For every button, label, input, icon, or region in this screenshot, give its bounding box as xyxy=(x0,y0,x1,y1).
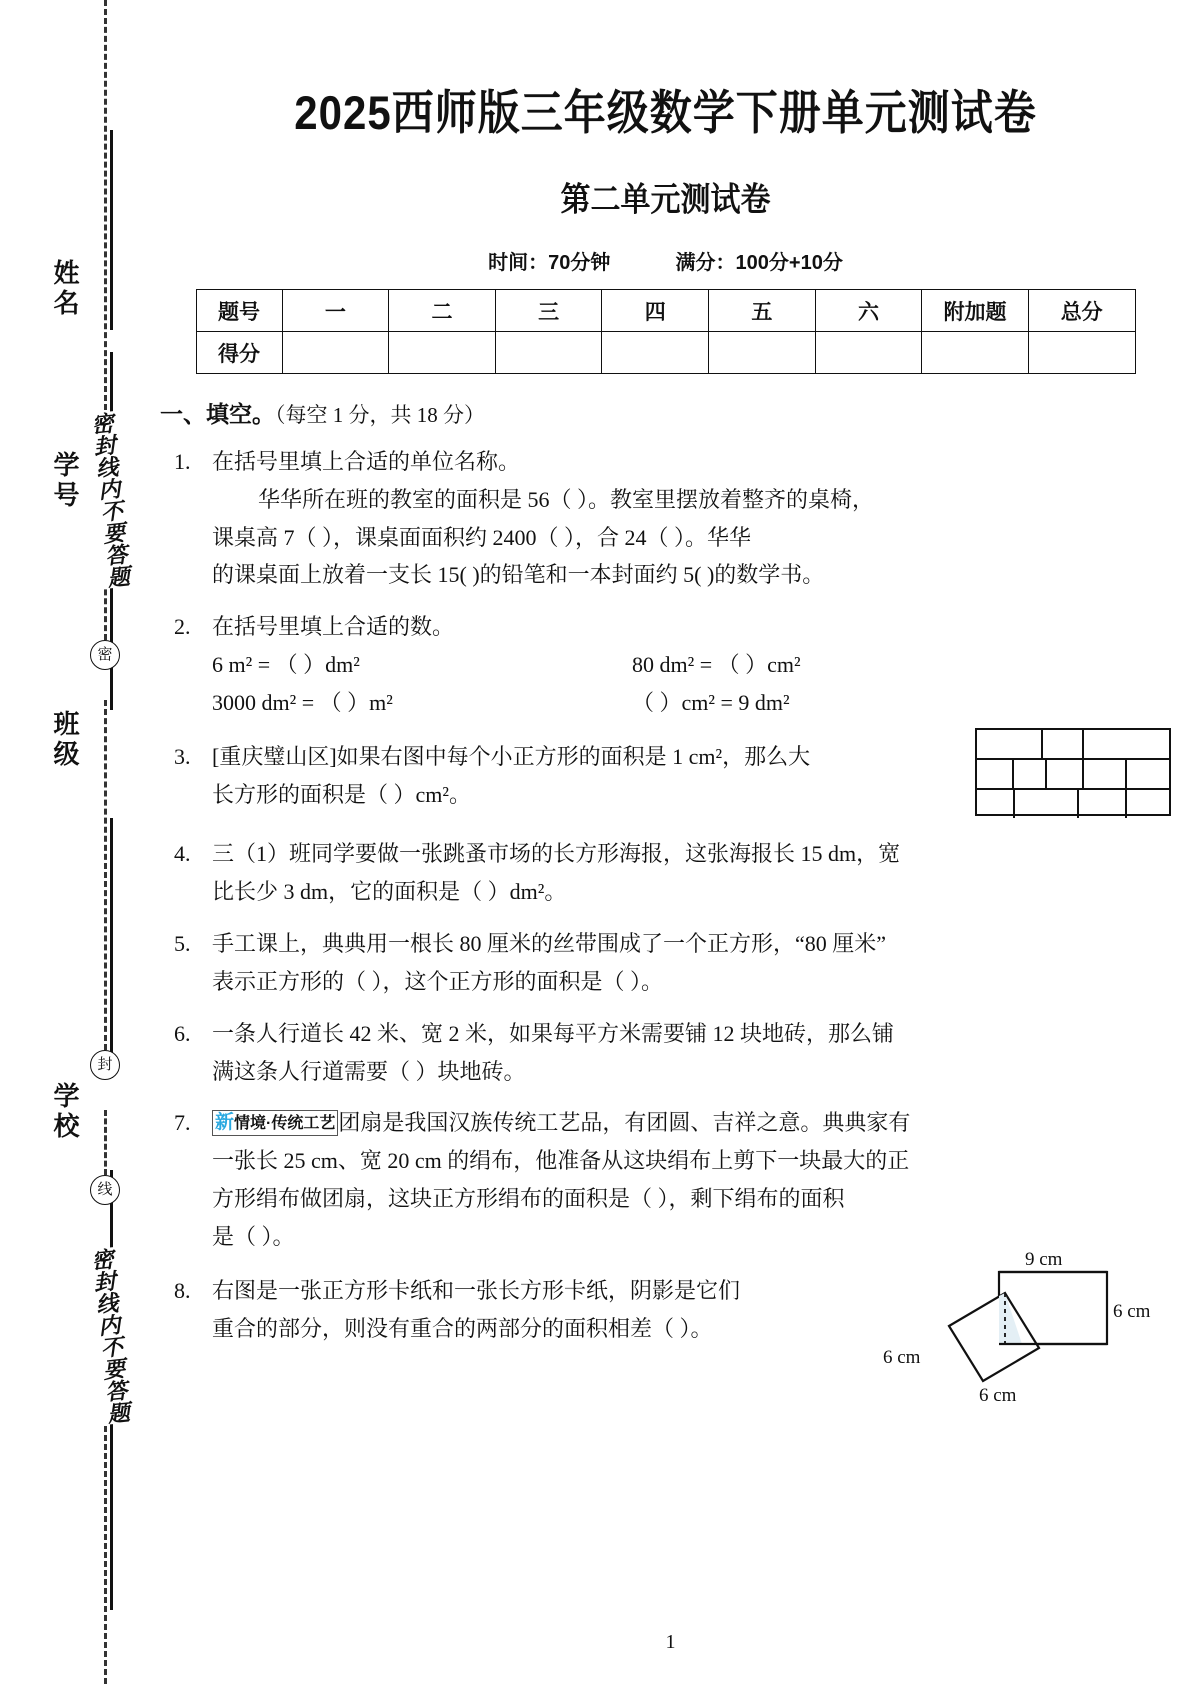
question-2-row-1 xyxy=(212,646,1171,684)
time-label: 时间：70分钟 xyxy=(488,252,611,274)
score-cell-6[interactable] xyxy=(922,332,1029,374)
grid-vline-r2-4 xyxy=(1125,758,1127,788)
score-cell-4[interactable] xyxy=(709,332,816,374)
question-8 xyxy=(160,1248,1171,1406)
section-heading xyxy=(160,396,1171,429)
section-heading-label: 一、填空。 xyxy=(160,402,275,427)
fig-label-square-bottom: 6 cm xyxy=(979,1384,1017,1406)
page-number: 1 xyxy=(665,1631,676,1653)
page-subtitle: 第二单元测试卷 xyxy=(560,181,771,218)
exam-sidebar xyxy=(0,0,150,1684)
grid-vline-r2-2 xyxy=(1045,758,1047,788)
score-table-row-label-0: 题号 xyxy=(196,290,282,332)
score-table-row-label-1: 得分 xyxy=(196,332,282,374)
score-cell-3[interactable] xyxy=(602,332,709,374)
question-5-line-1: 手工课上，典典用一根长 80 厘米的丝带围成了一个正方形，“80 厘米” xyxy=(212,931,887,957)
grid-vline-r1-1 xyxy=(1041,730,1043,758)
fig-label-rect-right: 6 cm xyxy=(1113,1300,1151,1322)
question-3 xyxy=(160,738,1171,814)
question-2-stem: 在括号里填上合适的数。 xyxy=(212,614,455,640)
grid-hline-1 xyxy=(977,758,1169,760)
total-score-label: 满分：100分+10分 xyxy=(675,252,843,274)
grid-vline-r1-2 xyxy=(1082,730,1084,758)
question-6 xyxy=(160,1015,1171,1091)
grid-vline-r3-2 xyxy=(1077,788,1079,818)
question-2-eq-1-right: 80 dm² = （ ）cm² xyxy=(632,652,801,678)
fig-label-rect-top: 9 cm xyxy=(1025,1248,1063,1270)
question-7-text-1: 团扇是我国汉族传统工艺品，有团圆、吉祥之意。典典家有 xyxy=(338,1110,911,1136)
sidebar-field-class: 班级 xyxy=(46,706,83,774)
question-3-grid-figure xyxy=(975,728,1171,816)
fig-label-square-left: 6 cm xyxy=(883,1346,921,1368)
sidebar-field-school: 学校 xyxy=(46,1078,83,1146)
sidebar-field-name: 姓名 xyxy=(46,255,83,323)
question-1-line-1: 华华所在班的教室的面积是 56（ ）。教室里摆放着整齐的桌椅， xyxy=(258,486,875,512)
question-3-line-1: [重庆璧山区]如果右图中每个小正方形的面积是 1 cm²，那么大 xyxy=(212,743,811,769)
seal-dash-1 xyxy=(104,0,107,410)
seal-mark-feng: 封 xyxy=(90,1050,120,1080)
grid-vline-r2-1 xyxy=(1012,758,1014,788)
seal-mark-xian: 线 xyxy=(90,1175,120,1205)
question-3-number: 3. xyxy=(174,743,191,769)
score-cell-7[interactable] xyxy=(1028,332,1135,374)
question-7-line-2: 一张长 25 cm、宽 20 cm 的绢布，他准备从这块绢布上剪下一块最大的正 xyxy=(212,1148,910,1174)
score-cell-0[interactable] xyxy=(282,332,389,374)
question-8-number: 8. xyxy=(174,1277,191,1303)
score-table-col-5: 六 xyxy=(815,290,922,332)
page-title: 2025西师版三年级数学下册单元测试卷 xyxy=(294,86,1037,140)
score-table-col-6: 附加题 xyxy=(922,290,1029,332)
question-4-number: 4. xyxy=(174,841,191,867)
section-points: （每空 1 分，共 18 分） xyxy=(275,403,485,427)
question-1-line-3: 的课桌面上放着一支长 15( )的铅笔和一本封面约 5( )的数学书。 xyxy=(212,562,825,588)
question-7-line-4: 是（ ）。 xyxy=(212,1223,295,1249)
question-3-line-2: 长方形的面积是（ ）cm²。 xyxy=(212,781,471,807)
seal-dash-4 xyxy=(104,1110,107,1175)
grid-hline-2 xyxy=(977,788,1169,790)
question-7 xyxy=(160,1104,1171,1255)
score-cell-5[interactable] xyxy=(815,332,922,374)
grid-vline-r3-1 xyxy=(1013,788,1015,818)
sidebar-field-student-no: 学号 xyxy=(46,447,83,515)
score-cell-2[interactable] xyxy=(495,332,602,374)
question-4-line-1: 三（1）班同学要做一张跳蚤市场的长方形海报，这张海报长 15 dm，宽 xyxy=(212,841,901,867)
grid-rectangle xyxy=(975,728,1171,816)
score-table-col-3: 四 xyxy=(602,290,709,332)
exam-body xyxy=(150,0,1191,1684)
question-6-line-1: 一条人行道长 42 米、宽 2 米，如果每平方米需要铺 12 块地砖，那么铺 xyxy=(212,1020,895,1046)
question-1-number: 1. xyxy=(174,449,191,474)
seal-cursive-1: 密封线内不要答题 xyxy=(85,411,134,589)
question-4-line-2: 比长少 3 dm，它的面积是（ ）dm²。 xyxy=(212,879,567,905)
table-row-header xyxy=(196,290,1135,332)
sidebar-rule-4 xyxy=(110,818,113,1078)
question-2-number: 2. xyxy=(174,614,191,640)
score-table-col-7: 总分 xyxy=(1028,290,1135,332)
seal-dash-3 xyxy=(104,700,107,1050)
question-6-line-2: 满这条人行道需要（ ）块地砖。 xyxy=(212,1058,526,1084)
badge-rest-text: 情境·传统工艺 xyxy=(234,1115,336,1133)
grid-vline-r3-3 xyxy=(1125,788,1127,818)
question-7-number: 7. xyxy=(174,1110,191,1136)
question-2-eq-2-right: （ ）cm² = 9 dm² xyxy=(632,689,790,715)
question-8-figure xyxy=(883,1238,1151,1406)
score-table-col-2: 三 xyxy=(495,290,602,332)
question-7-line-1 xyxy=(212,1104,1171,1142)
question-5 xyxy=(160,925,1171,1001)
new-context-badge xyxy=(212,1110,338,1136)
score-cell-1[interactable] xyxy=(389,332,496,374)
question-8-line-2: 重合的部分，则没有重合的两部分的面积相差（ ）。 xyxy=(212,1315,713,1341)
question-2-eq-1-left: 6 m² = （ ）dm² xyxy=(212,652,360,678)
question-2-eq-2-left: 3000 dm² = （ ）m² xyxy=(212,689,393,715)
question-2 xyxy=(160,608,1171,721)
question-7-line-3: 方形绢布做团扇，这块正方形绢布的面积是（ ），剩下绢布的面积 xyxy=(212,1186,845,1212)
question-4 xyxy=(160,835,1171,911)
exam-meta xyxy=(160,246,1171,275)
question-5-line-2: 表示正方形的（ ），这个正方形的面积是（ ）。 xyxy=(212,968,664,994)
table-row-scores xyxy=(196,332,1135,374)
question-5-number: 5. xyxy=(174,931,191,957)
score-table-col-1: 二 xyxy=(389,290,496,332)
question-8-line-1: 右图是一张正方形卡纸和一张长方形卡纸，阴影是它们 xyxy=(212,1277,741,1303)
seal-mark-mi: 密 xyxy=(90,640,120,670)
question-2-row-2 xyxy=(212,684,1171,722)
question-1-line-2: 课桌高 7（ ），课桌面面积约 2400（ ），合 24（ ）。华华 xyxy=(212,524,752,550)
grid-vline-r2-3 xyxy=(1082,758,1084,788)
badge-highlight-char: 新 xyxy=(215,1112,235,1134)
sidebar-rule-1 xyxy=(110,130,113,330)
score-table-col-0: 一 xyxy=(282,290,389,332)
question-1 xyxy=(160,443,1171,594)
seal-cursive-2: 密封线内不要答题 xyxy=(85,1247,134,1425)
question-1-stem: 在括号里填上合适的单位名称。 xyxy=(212,449,521,474)
question-6-number: 6. xyxy=(174,1020,191,1046)
score-table-col-4: 五 xyxy=(709,290,816,332)
score-table xyxy=(196,289,1136,374)
